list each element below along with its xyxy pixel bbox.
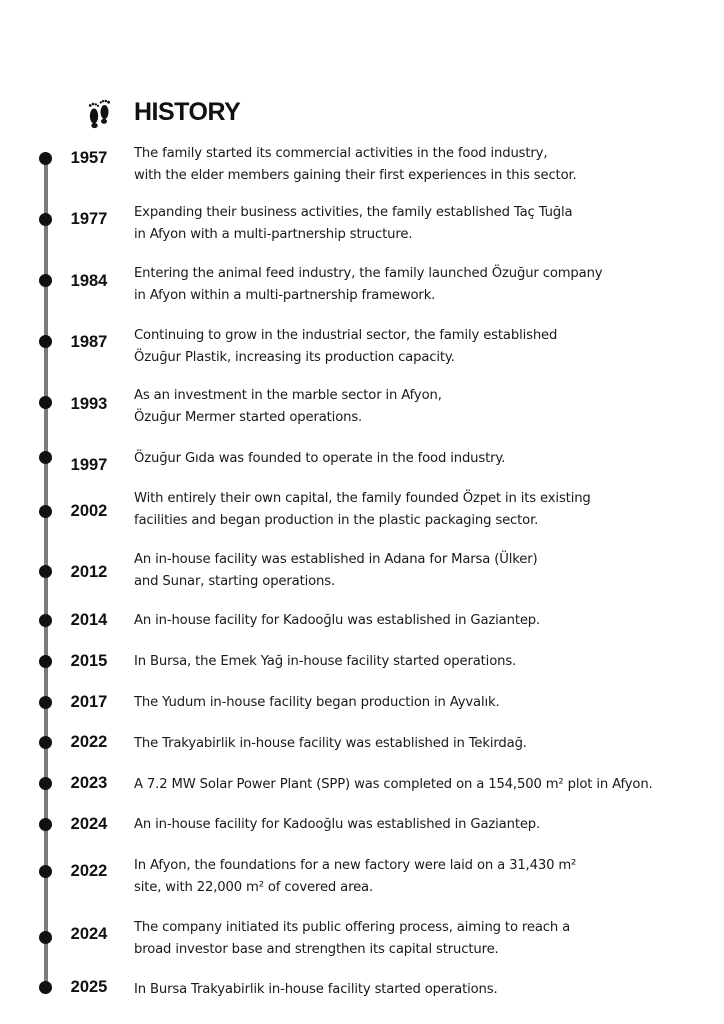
timeline-dot xyxy=(39,777,52,790)
timeline-year: 2014 xyxy=(70,611,108,629)
page-title: HISTORY xyxy=(134,98,241,126)
timeline-dot xyxy=(39,818,52,831)
timeline-dot xyxy=(39,274,52,287)
timeline-description: With entirely their own capital, the family founded Özpet in its existing facilities and began production in the plastic packaging sector. xyxy=(134,491,591,528)
timeline-year: 2023 xyxy=(70,774,108,792)
timeline-year: 1984 xyxy=(70,272,108,290)
timeline-dot xyxy=(39,565,52,578)
timeline-year: 1997 xyxy=(70,456,108,474)
timeline-year: 1957 xyxy=(70,149,108,167)
timeline-description: The Trakyabirlik in-house facility was established in Tekirdağ. xyxy=(134,736,527,751)
timeline-description: An in-house facility was established in Adana for Marsa (Ülker) and Sunar, starting operations. xyxy=(134,552,538,589)
timeline-year: 2024 xyxy=(70,815,108,833)
timeline-description: Expanding their business activities, the family established Taç Tuğla in Afyon with a multi-partnership structure. xyxy=(134,205,573,242)
timeline-year: 2024 xyxy=(70,925,108,943)
footsteps-icon xyxy=(86,99,112,129)
timeline-description: The company initiated its public offering process, aiming to reach a broad investor base and strengthen its capital structure. xyxy=(134,920,571,957)
timeline-description: An in-house facility for Kadooğlu was established in Gaziantep. xyxy=(134,817,541,832)
timeline-dot xyxy=(39,655,52,668)
timeline-description: In Bursa Trakyabirlik in-house facility started operations. xyxy=(134,982,498,997)
timeline-dot xyxy=(39,696,52,709)
timeline-description: An in-house facility for Kadooğlu was established in Gaziantep. xyxy=(134,613,541,628)
timeline-year: 2017 xyxy=(70,693,108,711)
timeline-year: 1987 xyxy=(70,333,108,351)
timeline-year: 2012 xyxy=(70,563,108,581)
timeline-dot xyxy=(39,152,52,165)
timeline-dot xyxy=(39,736,52,749)
timeline-year: 2025 xyxy=(70,978,108,996)
timeline-description: In Bursa, the Emek Yağ in-house facility started operations. xyxy=(134,654,517,669)
timeline-dot xyxy=(39,931,52,944)
timeline-description: Özuğur Gıda was founded to operate in the food industry. xyxy=(134,451,506,466)
timeline-dot xyxy=(39,865,52,878)
timeline-dot xyxy=(39,213,52,226)
history-header xyxy=(86,96,241,132)
timeline-year: 1977 xyxy=(70,210,108,228)
timeline-description: A 7.2 MW Solar Power Plant (SPP) was completed on a 154,500 m² plot in Afyon. xyxy=(134,777,653,792)
timeline-dot xyxy=(39,614,52,627)
timeline-dot xyxy=(39,335,52,348)
timeline-description: Entering the animal feed industry, the family launched Özuğur company in Afyon within a multi-partnership framework. xyxy=(134,266,603,303)
timeline-year: 2015 xyxy=(70,652,108,670)
timeline-year: 2002 xyxy=(70,502,108,520)
timeline-description: Continuing to grow in the industrial sector, the family established Özuğur Plastik, increasing its production capacity. xyxy=(134,328,558,365)
timeline-description: The Yudum in-house facility began production in Ayvalık. xyxy=(134,695,500,710)
timeline-dot xyxy=(39,981,52,994)
timeline-dot xyxy=(39,396,52,409)
timeline-description: In Afyon, the foundations for a new factory were laid on a 31,430 m² site, with 22,000 m² of covered area. xyxy=(134,858,577,895)
timeline-year: 1993 xyxy=(70,395,108,413)
timeline-dot xyxy=(39,451,52,464)
timeline-dot xyxy=(39,505,52,518)
timeline-year: 2022 xyxy=(70,862,108,880)
timeline-description: The family started its commercial activities in the food industry, with the elder members gaining their first experiences in this sector. xyxy=(134,146,577,183)
timeline-description: As an investment in the marble sector in Afyon, Özuğur Mermer started operations. xyxy=(134,388,442,425)
timeline-year: 2022 xyxy=(70,733,108,751)
